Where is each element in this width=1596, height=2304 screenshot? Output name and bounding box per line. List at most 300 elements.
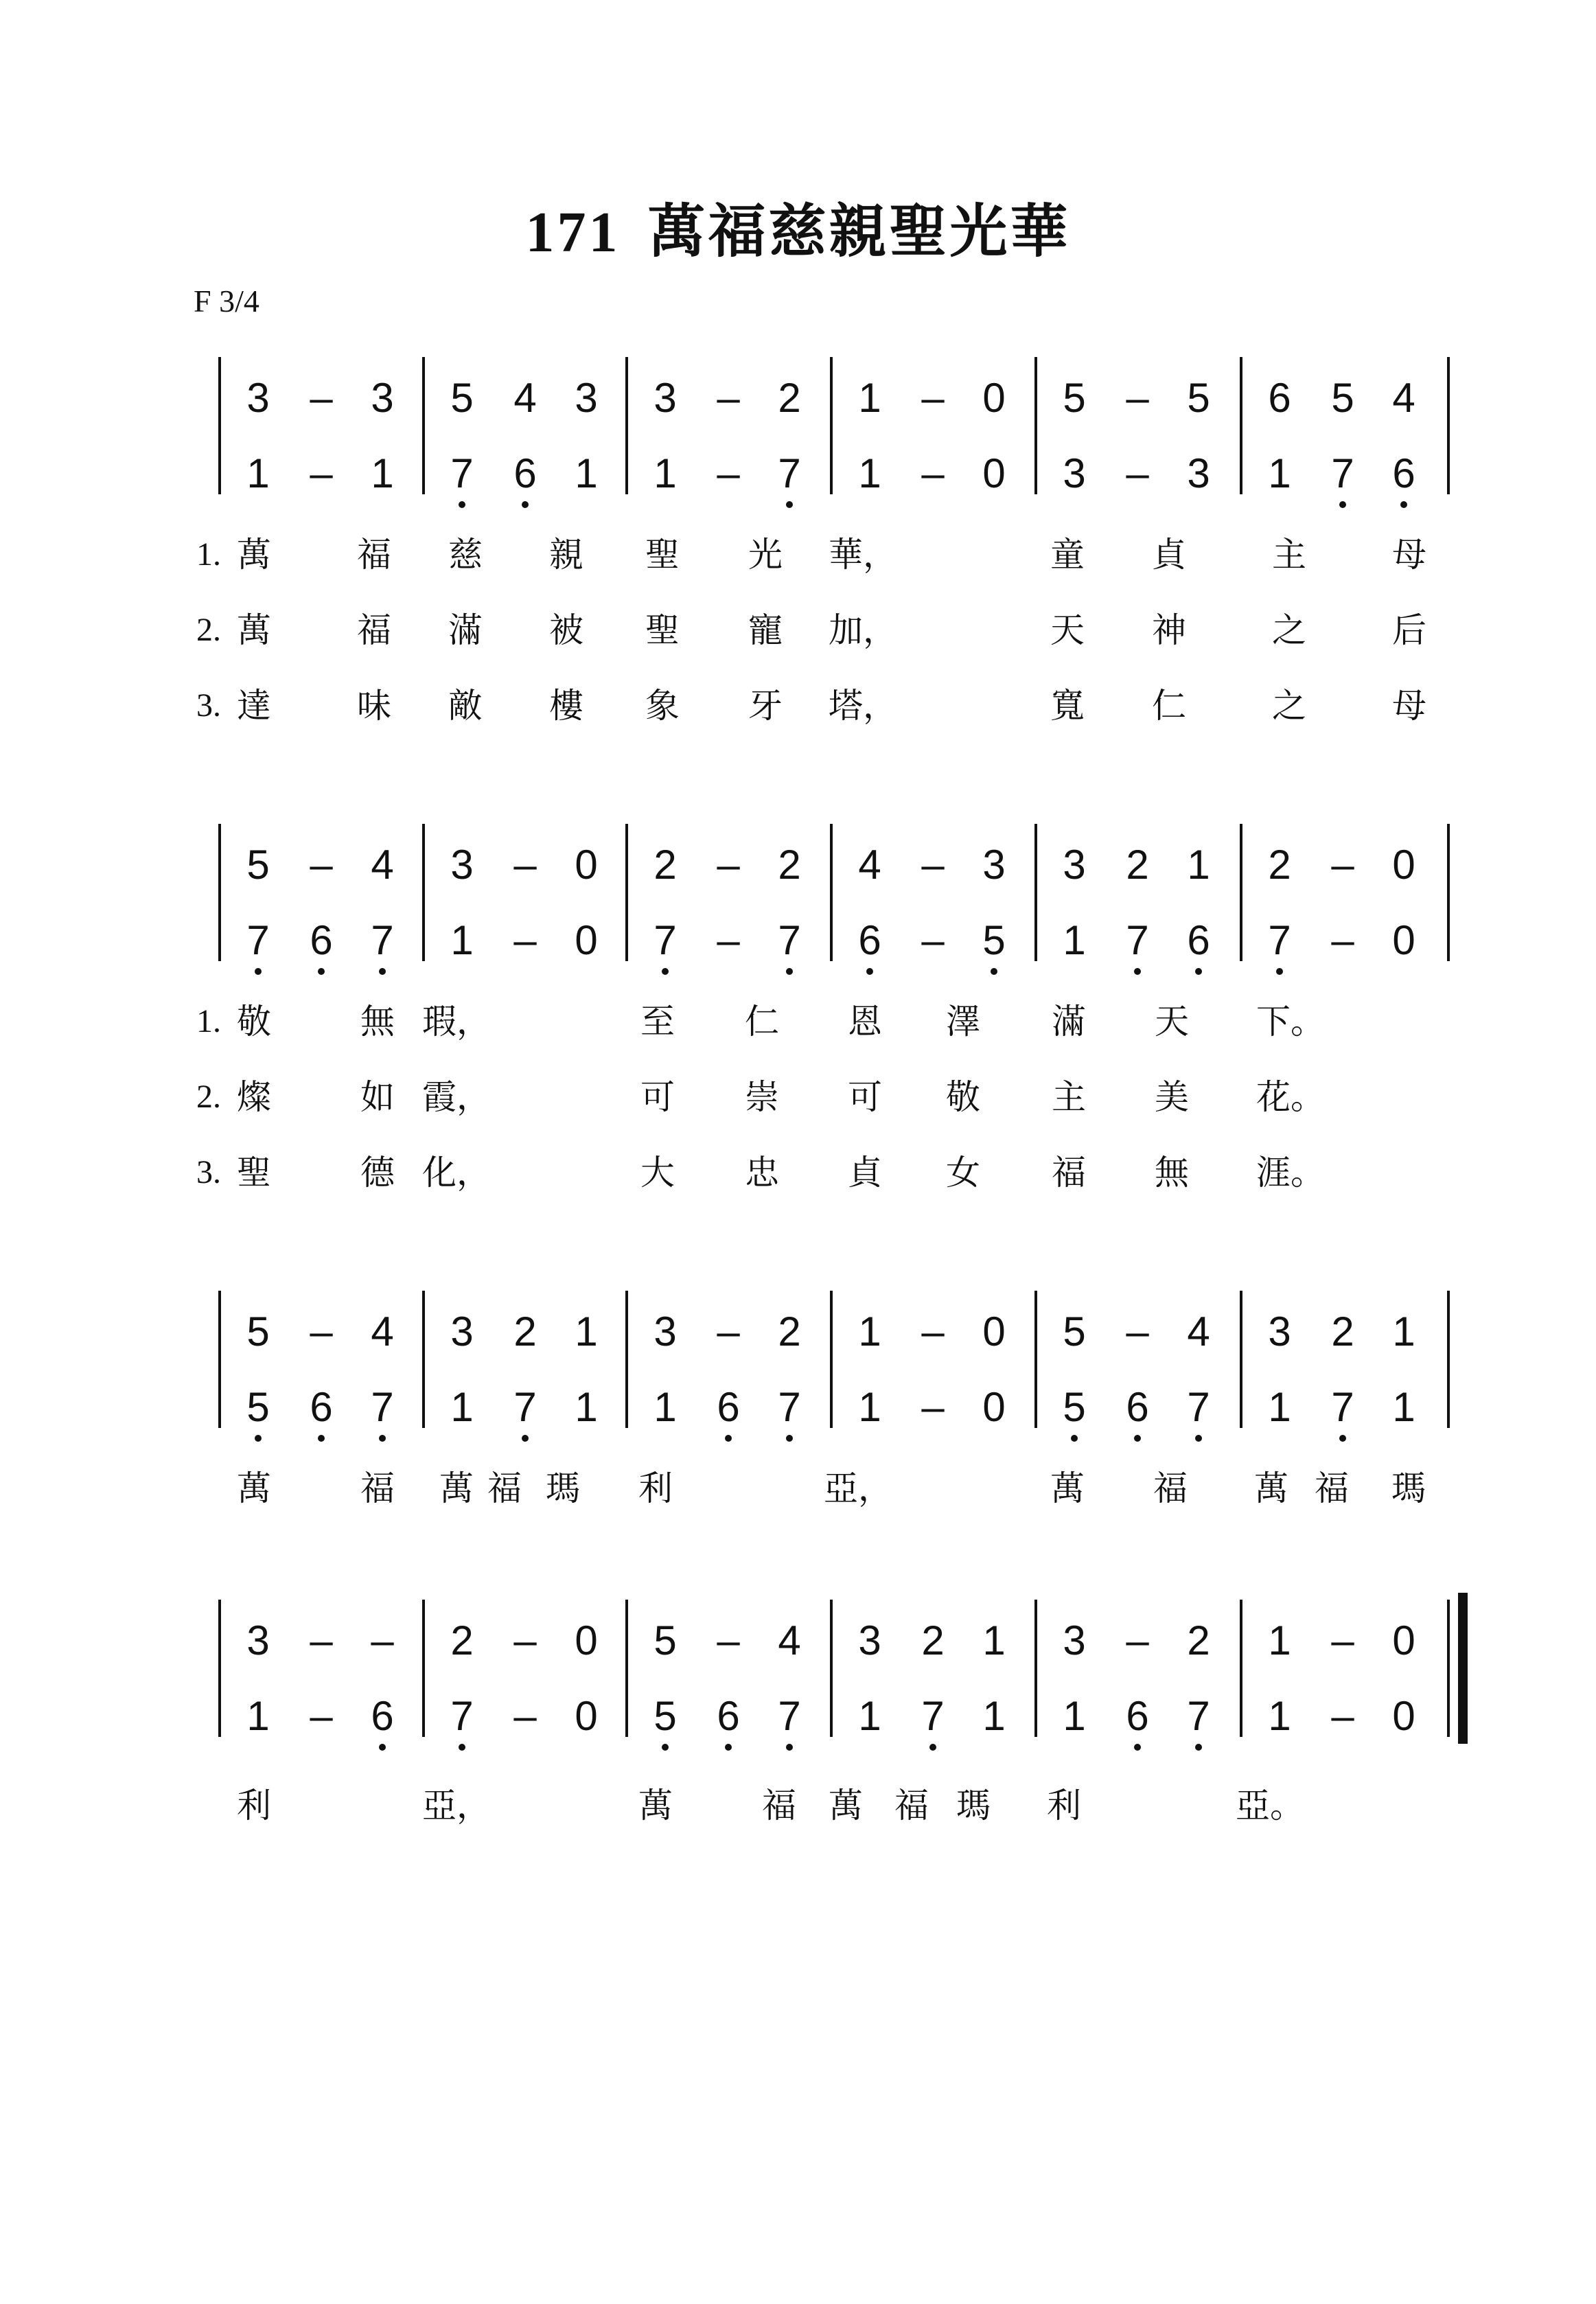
bottom-voice-note: 6: [513, 450, 537, 496]
lyric-word: 主: [1272, 535, 1306, 575]
bottom-voice-note: 1: [1392, 1384, 1415, 1430]
octave-down-dot: [786, 1435, 793, 1442]
top-voice-note: 3: [246, 375, 270, 421]
bar-line: [1447, 824, 1450, 961]
lyric-word: 無: [1155, 1153, 1189, 1193]
octave-down-dot: [379, 968, 386, 975]
bottom-voice-note: 1: [371, 450, 394, 496]
octave-down-dot: [786, 501, 793, 508]
lyric-word: 貞: [1152, 535, 1186, 575]
lyric-word: 下。: [1256, 1002, 1325, 1041]
lyric-word: 福: [360, 1468, 395, 1508]
bottom-voice-note: 1: [246, 1693, 270, 1739]
lyric-word: 澤: [946, 1002, 980, 1041]
bottom-voice-note: –: [717, 450, 740, 496]
bar-line: [1240, 824, 1242, 961]
bottom-voice-note: 1: [1268, 1693, 1291, 1739]
bottom-voice-note: 6: [858, 917, 881, 963]
octave-down-dot: [866, 968, 873, 975]
lyric-word: 萬: [829, 1786, 863, 1825]
key-signature: F 3/4: [194, 284, 259, 319]
top-voice-note: 3: [371, 375, 394, 421]
top-voice-note: 3: [450, 1309, 474, 1355]
top-voice-note: 0: [982, 375, 1006, 421]
top-voice-note: 3: [982, 842, 1006, 888]
bottom-voice-note: 5: [1063, 1384, 1086, 1430]
lyric-word: 可: [640, 1077, 675, 1117]
bottom-voice-note: –: [513, 917, 537, 963]
lyric-word: 母: [1392, 686, 1426, 726]
lyric-word: 萬: [1050, 1468, 1085, 1508]
verse-number: 2.: [196, 1079, 221, 1115]
top-voice-note: –: [513, 842, 537, 888]
top-voice-note: 1: [575, 1309, 598, 1355]
bar-line: [218, 1600, 221, 1737]
bottom-voice-note: 7: [654, 917, 677, 963]
lyric-word: 主: [1052, 1077, 1086, 1117]
top-voice-note: 1: [982, 1617, 1006, 1663]
top-voice-note: –: [921, 1309, 945, 1355]
lyric-word: 味: [357, 686, 391, 726]
lyric-word: 加，: [829, 610, 897, 650]
top-voice-note: 2: [1126, 842, 1149, 888]
hymn-title: [0, 185, 1596, 268]
octave-down-dot: [725, 1435, 732, 1442]
lyric-word: 恩: [848, 1002, 882, 1041]
top-voice-note: –: [1126, 1309, 1149, 1355]
top-voice-note: –: [717, 842, 740, 888]
bottom-voice-note: 1: [575, 450, 598, 496]
bottom-voice-note: 7: [778, 1384, 801, 1430]
lyric-word: 可: [848, 1077, 882, 1117]
bar-line: [422, 824, 425, 961]
top-voice-note: 3: [575, 375, 598, 421]
bottom-voice-note: 1: [982, 1693, 1006, 1739]
hymn-name: 萬福慈親聖光華: [647, 197, 1071, 265]
bar-line: [1240, 357, 1242, 494]
top-voice-note: –: [1126, 1617, 1149, 1663]
top-voice-note: 5: [1063, 375, 1086, 421]
lyric-word: 被: [549, 610, 583, 650]
bottom-voice-note: 1: [1063, 1693, 1086, 1739]
octave-down-dot: [1071, 1435, 1078, 1442]
top-voice-note: 2: [1187, 1617, 1210, 1663]
bar-line: [830, 824, 833, 961]
lyric-word: 象: [645, 686, 680, 726]
bottom-voice-note: 0: [982, 450, 1006, 496]
lyric-word: 福: [762, 1786, 796, 1825]
bar-line: [1034, 1600, 1037, 1737]
lyric-word: 牙: [748, 686, 783, 726]
top-voice-note: 4: [371, 1309, 394, 1355]
bottom-voice-note: 7: [1268, 917, 1291, 963]
lyric-word: 亞。: [1236, 1786, 1304, 1825]
bottom-voice-note: 7: [778, 917, 801, 963]
lyric-word: 瑕，: [422, 1002, 491, 1041]
bar-line: [1447, 357, 1450, 494]
bottom-voice-note: –: [513, 1693, 537, 1739]
top-voice-note: 0: [1392, 1617, 1415, 1663]
top-voice-note: 0: [575, 1617, 598, 1663]
bottom-voice-note: 7: [450, 450, 474, 496]
bottom-voice-note: 6: [1187, 917, 1210, 963]
octave-down-dot: [522, 501, 529, 508]
bottom-voice-note: 1: [1268, 450, 1291, 496]
top-voice-note: –: [1126, 375, 1149, 421]
top-voice-note: –: [1331, 842, 1354, 888]
lyric-word: 仁: [745, 1002, 779, 1041]
top-voice-note: 3: [654, 1309, 677, 1355]
lyric-word: 瑪: [546, 1468, 580, 1508]
top-voice-note: 3: [246, 1617, 270, 1663]
lyric-word: 天: [1050, 610, 1085, 650]
verse-number: 2.: [196, 612, 221, 648]
bottom-voice-note: 1: [575, 1384, 598, 1430]
lyric-word: 華，: [829, 535, 897, 575]
top-voice-note: 2: [450, 1617, 474, 1663]
bottom-voice-note: 7: [513, 1384, 537, 1430]
bottom-voice-note: 0: [982, 1384, 1006, 1430]
bottom-voice-note: 1: [858, 450, 881, 496]
bottom-voice-note: –: [310, 1693, 333, 1739]
top-voice-note: 5: [654, 1617, 677, 1663]
top-voice-note: 2: [778, 1309, 801, 1355]
lyric-word: 涯。: [1256, 1153, 1325, 1193]
bottom-voice-note: 1: [654, 450, 677, 496]
octave-down-dot: [379, 1744, 386, 1751]
lyric-word: 福: [1315, 1468, 1349, 1508]
top-voice-note: 1: [1187, 842, 1210, 888]
top-voice-note: 3: [1063, 842, 1086, 888]
bottom-voice-note: 6: [371, 1693, 394, 1739]
bottom-voice-note: 0: [575, 917, 598, 963]
bottom-voice-note: 1: [450, 917, 474, 963]
lyric-word: 忠: [745, 1153, 779, 1193]
bottom-voice-note: 6: [1126, 1384, 1149, 1430]
octave-down-dot: [318, 968, 325, 975]
top-voice-note: –: [310, 1617, 333, 1663]
bottom-voice-note: –: [1126, 450, 1149, 496]
verse-number: 3.: [196, 1154, 221, 1190]
lyric-word: 大: [640, 1153, 675, 1193]
bottom-voice-note: 6: [717, 1693, 740, 1739]
octave-down-dot: [662, 968, 669, 975]
final-bar-line: [1458, 1593, 1468, 1744]
lyric-word: 滿: [448, 610, 483, 650]
top-voice-note: 5: [246, 842, 270, 888]
octave-down-dot: [1339, 501, 1346, 508]
bottom-voice-note: –: [1331, 917, 1354, 963]
bottom-voice-note: 7: [1331, 450, 1354, 496]
bottom-voice-note: 1: [858, 1693, 881, 1739]
bottom-voice-note: 6: [717, 1384, 740, 1430]
bar-line: [218, 1291, 221, 1428]
top-voice-note: 5: [1063, 1309, 1086, 1355]
lyric-word: 寬: [1050, 686, 1085, 726]
lyric-word: 仁: [1152, 686, 1186, 726]
lyric-word: 后: [1392, 610, 1426, 650]
lyric-word: 萬: [638, 1786, 673, 1825]
octave-down-dot: [459, 501, 465, 508]
octave-down-dot: [1400, 501, 1407, 508]
octave-down-dot: [255, 1435, 262, 1442]
bottom-voice-note: 7: [778, 1693, 801, 1739]
bottom-voice-note: 7: [450, 1693, 474, 1739]
bottom-voice-note: 7: [921, 1693, 945, 1739]
top-voice-note: –: [1331, 1617, 1354, 1663]
lyric-word: 寵: [748, 610, 783, 650]
bar-line: [422, 1291, 425, 1428]
lyric-word: 敬: [946, 1077, 980, 1117]
top-voice-note: 1: [1268, 1617, 1291, 1663]
bottom-voice-note: –: [717, 917, 740, 963]
lyric-word: 利: [638, 1468, 673, 1508]
bottom-voice-note: 1: [654, 1384, 677, 1430]
top-voice-note: 4: [513, 375, 537, 421]
top-voice-note: 4: [858, 842, 881, 888]
bottom-voice-note: 1: [450, 1384, 474, 1430]
lyric-word: 敵: [448, 686, 483, 726]
lyric-word: 童: [1050, 535, 1085, 575]
bottom-voice-note: –: [921, 917, 945, 963]
bottom-voice-note: 7: [778, 450, 801, 496]
verse-number: 3.: [196, 687, 221, 724]
top-voice-note: –: [513, 1617, 537, 1663]
lyric-word: 福: [894, 1786, 929, 1825]
top-voice-note: –: [717, 1617, 740, 1663]
bottom-voice-note: 3: [1187, 450, 1210, 496]
top-voice-note: 2: [513, 1309, 537, 1355]
hymn-number: 171: [525, 200, 621, 264]
bar-line: [422, 1600, 425, 1737]
top-voice-note: 1: [1392, 1309, 1415, 1355]
bottom-voice-note: –: [921, 1384, 945, 1430]
bottom-voice-note: 0: [1392, 917, 1415, 963]
bottom-voice-note: –: [310, 450, 333, 496]
top-voice-note: 3: [1063, 1617, 1086, 1663]
bar-line: [218, 824, 221, 961]
lyric-word: 美: [1155, 1077, 1189, 1117]
top-voice-note: 1: [858, 375, 881, 421]
lyric-word: 滿: [1052, 1002, 1086, 1041]
lyric-word: 無: [360, 1002, 395, 1041]
octave-down-dot: [1134, 1744, 1141, 1751]
top-voice-note: 0: [1392, 842, 1415, 888]
octave-down-dot: [662, 1744, 669, 1751]
lyric-word: 利: [1047, 1786, 1081, 1825]
lyric-word: 母: [1392, 535, 1426, 575]
top-voice-note: 3: [654, 375, 677, 421]
lyric-word: 福: [357, 535, 391, 575]
lyric-word: 之: [1272, 686, 1306, 726]
bar-line: [625, 1291, 628, 1428]
bottom-voice-note: 1: [1063, 917, 1086, 963]
lyric-word: 敬: [237, 1002, 271, 1041]
bar-line: [1240, 1600, 1242, 1737]
bottom-voice-note: 1: [858, 1384, 881, 1430]
top-voice-note: –: [310, 375, 333, 421]
lyric-word: 瑪: [1391, 1468, 1426, 1508]
top-voice-note: –: [717, 375, 740, 421]
bottom-voice-note: 6: [310, 917, 333, 963]
top-voice-note: 5: [1187, 375, 1210, 421]
octave-down-dot: [1134, 968, 1141, 975]
lyric-word: 福: [487, 1468, 522, 1508]
verse-number: 1.: [196, 1003, 221, 1039]
lyric-word: 天: [1155, 1002, 1189, 1041]
top-voice-note: 5: [450, 375, 474, 421]
bar-line: [218, 357, 221, 494]
lyric-word: 萬: [439, 1468, 474, 1508]
top-voice-note: –: [310, 842, 333, 888]
bottom-voice-note: 7: [1187, 1693, 1210, 1739]
octave-down-dot: [1339, 1435, 1346, 1442]
bar-line: [422, 357, 425, 494]
lyric-word: 亞，: [422, 1786, 491, 1825]
octave-down-dot: [991, 968, 997, 975]
lyric-word: 亞，: [824, 1468, 892, 1508]
bar-line: [625, 357, 628, 494]
bottom-voice-note: 0: [1392, 1693, 1415, 1739]
lyric-word: 樓: [549, 686, 583, 726]
top-voice-note: –: [371, 1617, 394, 1663]
bar-line: [1034, 824, 1037, 961]
lyric-word: 化，: [422, 1153, 491, 1193]
octave-down-dot: [255, 968, 262, 975]
octave-down-dot: [522, 1435, 529, 1442]
octave-down-dot: [318, 1435, 325, 1442]
top-voice-note: 2: [778, 842, 801, 888]
top-voice-note: 2: [778, 375, 801, 421]
top-voice-note: –: [717, 1309, 740, 1355]
bar-line: [625, 1600, 628, 1737]
bottom-voice-note: 7: [246, 917, 270, 963]
verse-number: 1.: [196, 536, 221, 573]
top-voice-note: 5: [1331, 375, 1354, 421]
bar-line: [830, 357, 833, 494]
top-voice-note: 6: [1268, 375, 1291, 421]
bar-line: [830, 1291, 833, 1428]
lyric-word: 燦: [237, 1077, 271, 1117]
top-voice-note: 1: [858, 1309, 881, 1355]
lyric-word: 女: [946, 1153, 980, 1193]
bottom-voice-note: 5: [246, 1384, 270, 1430]
octave-down-dot: [379, 1435, 386, 1442]
top-voice-note: 2: [921, 1617, 945, 1663]
bar-line: [1034, 357, 1037, 494]
bottom-voice-note: 6: [1392, 450, 1415, 496]
top-voice-note: 3: [450, 842, 474, 888]
bottom-voice-note: 7: [371, 1384, 394, 1430]
lyric-word: 萬: [237, 535, 271, 575]
top-voice-note: 3: [1268, 1309, 1291, 1355]
lyric-word: 瑪: [956, 1786, 991, 1825]
bar-line: [1034, 1291, 1037, 1428]
lyric-word: 德: [360, 1153, 395, 1193]
octave-down-dot: [725, 1744, 732, 1751]
bottom-voice-note: 6: [310, 1384, 333, 1430]
top-voice-note: 2: [1331, 1309, 1354, 1355]
octave-down-dot: [1195, 1744, 1202, 1751]
bottom-voice-note: 7: [1331, 1384, 1354, 1430]
top-voice-note: 4: [1392, 375, 1415, 421]
bottom-voice-note: 6: [1126, 1693, 1149, 1739]
bottom-voice-note: 7: [1126, 917, 1149, 963]
lyric-word: 聖: [645, 535, 680, 575]
top-voice-note: –: [921, 842, 945, 888]
octave-down-dot: [1134, 1435, 1141, 1442]
lyric-word: 如: [360, 1077, 395, 1117]
lyric-word: 貞: [848, 1153, 882, 1193]
lyric-word: 聖: [237, 1153, 271, 1193]
bottom-voice-note: 0: [575, 1693, 598, 1739]
lyric-word: 萬: [1254, 1468, 1288, 1508]
bar-line: [625, 824, 628, 961]
lyric-word: 塔，: [829, 686, 897, 726]
top-voice-note: 4: [1187, 1309, 1210, 1355]
bottom-voice-note: 1: [246, 450, 270, 496]
lyric-word: 慈: [448, 535, 483, 575]
octave-down-dot: [786, 1744, 793, 1751]
top-voice-note: –: [921, 375, 945, 421]
lyric-word: 福: [357, 610, 391, 650]
bottom-voice-note: 5: [982, 917, 1006, 963]
top-voice-note: 0: [982, 1309, 1006, 1355]
octave-down-dot: [1195, 1435, 1202, 1442]
top-voice-note: 5: [246, 1309, 270, 1355]
lyric-word: 之: [1272, 610, 1306, 650]
lyric-word: 福: [1052, 1153, 1086, 1193]
bottom-voice-note: –: [921, 450, 945, 496]
top-voice-note: 4: [778, 1617, 801, 1663]
lyric-word: 霞，: [422, 1077, 491, 1117]
top-voice-note: 0: [575, 842, 598, 888]
lyric-word: 達: [237, 686, 271, 726]
lyric-word: 親: [549, 535, 583, 575]
octave-down-dot: [459, 1744, 465, 1751]
bar-line: [1447, 1600, 1450, 1737]
lyric-word: 神: [1152, 610, 1186, 650]
octave-down-dot: [929, 1744, 936, 1751]
bottom-voice-note: 7: [371, 917, 394, 963]
lyric-word: 花。: [1256, 1077, 1325, 1117]
lyric-word: 光: [748, 535, 783, 575]
octave-down-dot: [786, 968, 793, 975]
octave-down-dot: [1195, 968, 1202, 975]
bar-line: [1240, 1291, 1242, 1428]
bottom-voice-note: 5: [654, 1693, 677, 1739]
lyric-word: 崇: [745, 1077, 779, 1117]
lyric-word: 利: [237, 1786, 271, 1825]
lyric-word: 至: [640, 1002, 675, 1041]
lyric-word: 萬: [237, 1468, 271, 1508]
lyric-word: 福: [1153, 1468, 1188, 1508]
octave-down-dot: [1276, 968, 1283, 975]
bottom-voice-note: –: [1331, 1693, 1354, 1739]
bar-line: [1447, 1291, 1450, 1428]
bottom-voice-note: 7: [1187, 1384, 1210, 1430]
top-voice-note: 3: [858, 1617, 881, 1663]
bar-line: [830, 1600, 833, 1737]
top-voice-note: 2: [1268, 842, 1291, 888]
top-voice-note: 4: [371, 842, 394, 888]
bottom-voice-note: 1: [1268, 1384, 1291, 1430]
bottom-voice-note: 3: [1063, 450, 1086, 496]
lyric-word: 萬: [237, 610, 271, 650]
top-voice-note: 2: [654, 842, 677, 888]
lyric-word: 聖: [645, 610, 680, 650]
top-voice-note: –: [310, 1309, 333, 1355]
